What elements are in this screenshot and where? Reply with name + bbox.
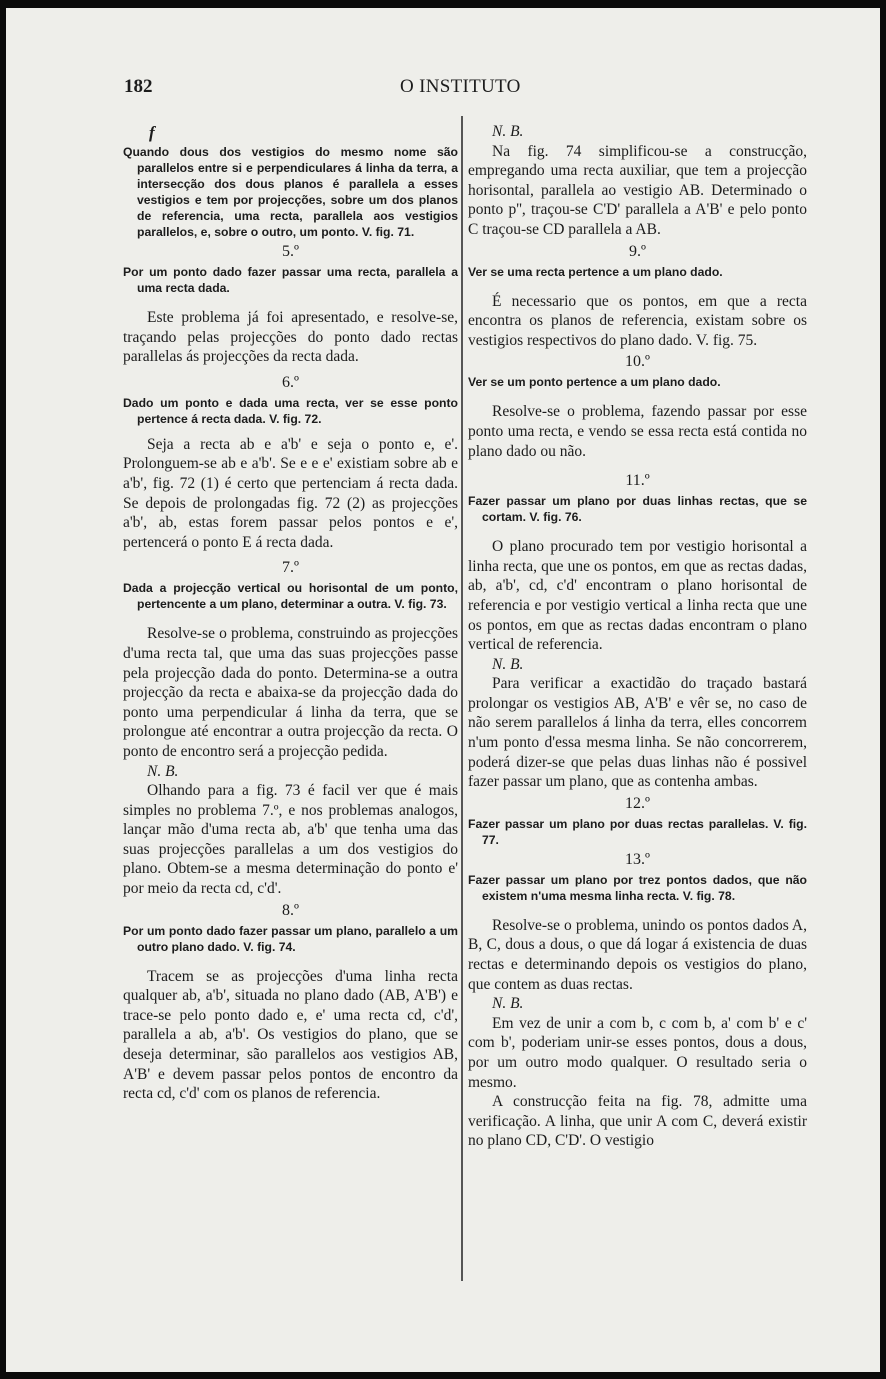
nb-text-1: Na fig. 74 simplificou-se a construcção, empregando uma recta auxiliar, que tem a projecção horisontal, parallela ao vestigio AB. Determinado o ponto p'', traçou-se C'D' parallela a A'B' e pelo ponto C traçou-se CD parallela a AB.: [468, 142, 807, 238]
problem-5-number: 5.º: [282, 243, 299, 260]
problem-11-nb-label: N. B.: [492, 655, 524, 673]
problem-7-nb-text: Olhando para a fig. 73 é facil ver que é mais simples no problema 7.º, e nos problemas analogos, lançar mão d'uma recta ab, a'b' que tenha uma das suas projecções parallelas a um dos vestigios do plano. Obtem-se a mesma determinação do ponto e' por meio da recta cd, c'd'.: [123, 782, 458, 898]
nb-label-1: N. B.: [492, 123, 524, 140]
problem-8-text: Tracem se as projecções d'uma linha recta qualquer ab, a'b', situada no plano dado (AB, A'B') e trace-se pelo ponto dado e, e' uma recta cd, c'd', parallela a ab, a'b'. Os vestigios do plano, que se deseja determinar, são parallelos aos vestigios AB, A'B' e devem passar pelos pontos de encontro da recta cd, c'd' com os planos de referencia.: [123, 967, 458, 1103]
problem-11-heading: Fazer passar um plano por duas linhas rectas, que se cortam. V. fig. 76.: [468, 494, 807, 525]
problem-10-text: Resolve-se o problema, fazendo passar por esse ponto uma recta, e vendo se essa recta está contida no plano dado ou não.: [468, 403, 807, 460]
column-divider: [461, 116, 463, 1281]
problem-9-heading: Ver se uma recta pertence a um plano dado.: [468, 264, 723, 279]
page-number: 182: [124, 76, 153, 97]
problem-13-nb-text: Em vez de unir a com b, c com b, a' com b' e c' com b', poderiam unir-se esses pontos, dous a dous, por um outro modo qualquer. O resultado seria o mesmo.: [468, 1014, 807, 1091]
problem-6-text: Seja a recta ab e a'b' e seja o ponto e, e'. Prolonguem-se ab e a'b'. Se e e e' existiam sobre ab e a'b', fig. 72 (1) é certo que pertenciam á recta dada. Se depois de prolongadas fig. 72 (2) as projecções a'b', ab, estas forem passar pelos pontos e e', pertencerá o ponto E á recta dada.: [123, 435, 458, 551]
statement-f: Quando dous dos vestigios do mesmo nome são parallelos entre si e perpendiculares á linha da terra, a intersecção dos dous planos é parallela a esses vestigios e tem por projecções, sobre um dos planos de referencia, uma recta, parallela aos vestigios parallelos, e, sobre o outro, um ponto. V. fig. 71.: [123, 145, 458, 239]
problem-6-number: 6.º: [282, 373, 299, 391]
problem-10-number: 10.º: [625, 353, 650, 371]
problem-12-number: 12.º: [625, 794, 650, 812]
problem-9-number: 9.º: [629, 242, 646, 260]
paragraph-label: f: [149, 123, 155, 142]
problem-13-text: Resolve-se o problema, unindo os pontos dados A, B, C, dous a dous, o que dá logar á existencia de duas rectas e determinando depois os vestigios do plano, que contem as duas rectas.: [468, 916, 807, 993]
right-column: [468, 122, 807, 1151]
left-column: [123, 122, 458, 1104]
problem-11-nb-text: Para verificar a exactidão do traçado bastará prolongar os vestigios AB, A'B' e vêr se, no caso de não serem parallelos á linha da terra, elles concorrem n'um ponto d'essa mesma linha. Se não concorrerem, poderá dizer-se que pelas duas linhas não é possivel fazer passar um plano, que as contenha ambas.: [468, 675, 807, 791]
problem-13-number: 13.º: [625, 850, 650, 868]
problem-9-text: É necessario que os pontos, em que a recta encontra os planos de referencia, existam sobre os vestigios respectivos do plano dado. V. fig. 75.: [468, 292, 807, 349]
problem-7-text: Resolve-se o problema, construindo as projecções d'uma recta tal, que uma das suas projecções passe pela projecção dada do ponto. Determina-se a outra projecção da recta e abaixa-se da projecção dada do ponto uma perpendicular á linha da terra, que se prolongue até encontrar a outra projecção da recta. O ponto de encontro será a projecção pedida.: [123, 625, 458, 760]
problem-12-heading: Fazer passar um plano por duas rectas parallelas. V. fig. 77.: [468, 816, 807, 847]
problem-7-nb-label: N. B.: [147, 762, 179, 780]
problem-8-number: 8.º: [282, 901, 299, 919]
problem-6-heading: Dado um ponto e dada uma recta, ver se esse ponto pertence á recta dada. V. fig. 72.: [123, 395, 458, 426]
problem-5-heading: Por um ponto dado fazer passar uma recta, parallela a uma recta dada.: [123, 265, 458, 295]
problem-7-heading: Dada a projecção vertical ou horisontal de um ponto, pertencente a um plano, determinar a outra. V. fig. 73.: [123, 581, 458, 612]
problem-13-heading: Fazer passar um plano por trez pontos dados, que não existem n'uma mesma linha recta. V. fig. 78.: [468, 872, 807, 903]
problem-13-text-continued: A construcção feita na fig. 78, admitte uma verificação. A linha, que unir A com C, deverá existir no plano CD, C'D'. O vestigio: [468, 1093, 807, 1150]
problem-7-number: 7.º: [282, 559, 299, 577]
problem-10-heading: Ver se um ponto pertence a um plano dado.: [468, 375, 721, 390]
problem-11-number: 11.º: [625, 472, 650, 490]
book-page: [6, 8, 880, 1372]
running-title: O INSTITUTO: [400, 76, 521, 97]
problem-11-text: O plano procurado tem por vestigio horisontal a linha recta, que une os pontos, em que as rectas dadas, ab, a'b', cd, c'd' encontram o plano horisontal de referencia e por vestigio vertical a linha recta que une os pontos, em que as rectas dadas encontram o plano vertical de referencia.: [468, 538, 807, 654]
problem-8-heading: Por um ponto dado fazer passar um plano, parallelo a um outro plano dado. V. fig. 74.: [123, 923, 458, 954]
problem-13-nb-label: N. B.: [492, 995, 524, 1013]
page-header: [6, 76, 880, 106]
problem-5-text: Este problema já foi apresentado, e resolve-se, traçando pelas projecções do ponto dado rectas parallelas ás projecções da recta dada.: [123, 309, 458, 366]
